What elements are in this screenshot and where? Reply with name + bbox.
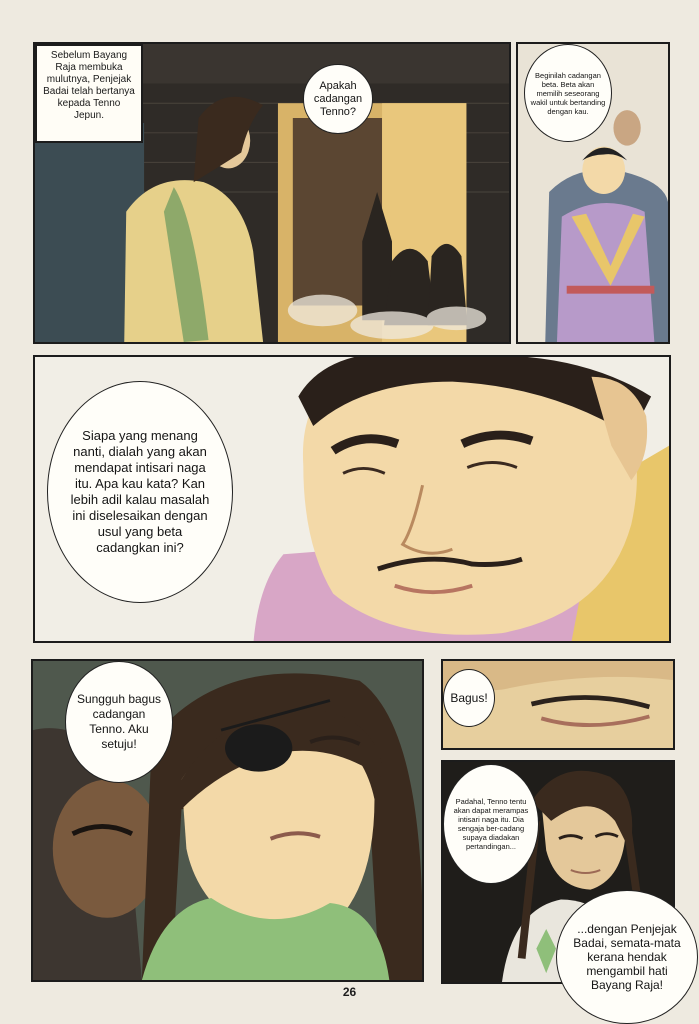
thought-bubble	[443, 764, 539, 884]
speech-bubble	[443, 669, 495, 727]
speech-bubble-text: Apakah cadangan Tenno?	[313, 79, 363, 118]
speech-bubble-text: ...dengan Penjejak Badai, semata-mata kerana hendak mengambil hati Bayang Raja!	[573, 922, 681, 992]
panel-5	[441, 659, 675, 750]
narration-caption	[35, 44, 143, 143]
speech-bubble-bottom-right	[556, 890, 698, 1024]
panel-3	[33, 355, 671, 643]
narration-caption-text: Sebelum Bayang Raja membuka mulutnya, Penjejak Badai telah bertanya kepada Tenno Jepun.	[43, 50, 135, 121]
page-number: 26	[342, 985, 357, 999]
speech-bubble	[524, 44, 612, 142]
speech-bubble-text: Sungguh bagus cadangan Tenno. Aku setuju!	[76, 692, 162, 751]
thought-bubble-text: Padahal, Tenno tentu akan dapat merampas intisari naga itu. Dia sengaja ber-cadang supaya diadakan pertandingan...	[453, 797, 529, 851]
panel-2	[516, 42, 670, 344]
speech-bubble-text: Beginilah cadangan beta. Beta akan memilih seseorang wakil untuk bertanding dengan kau.	[530, 70, 606, 116]
panel-4	[31, 659, 424, 982]
panel-1	[33, 42, 511, 344]
speech-bubble-text: Siapa yang menang nanti, dialah yang akan mendapat intisari naga itu. Apa kau kata? Kan lebih adil kalau masalah ini diselesaikan dengan usul yang beta cadangkan ini?	[70, 428, 210, 555]
speech-bubble	[65, 661, 173, 783]
speech-bubble	[47, 381, 233, 603]
speech-bubble	[303, 64, 373, 134]
speech-bubble-text: Bagus!	[450, 691, 488, 705]
